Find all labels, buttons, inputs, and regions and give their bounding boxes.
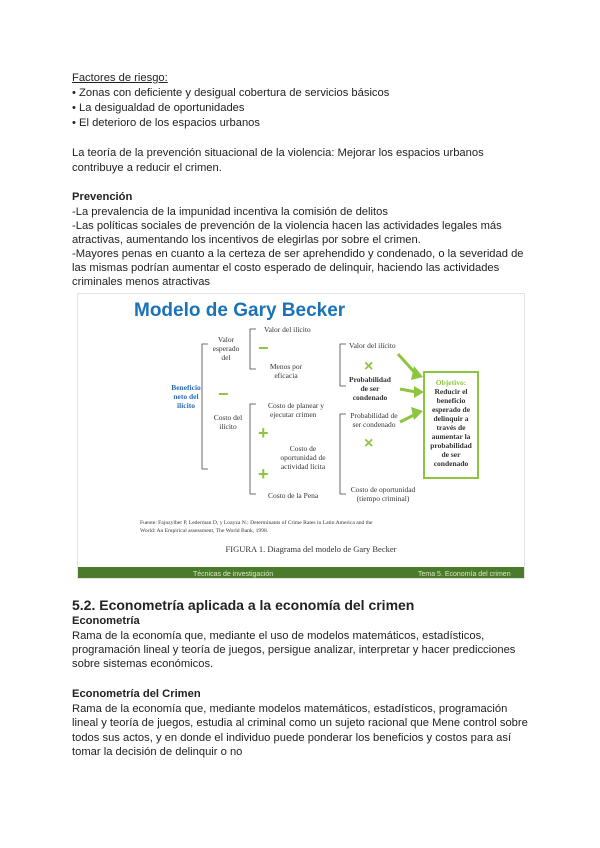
objective-line: beneficio: [436, 396, 466, 405]
prob-not-label: condenado: [352, 393, 388, 402]
crime-heading: Econometría del Crimen: [72, 688, 201, 700]
becker-figure: [77, 293, 525, 579]
times-sign: ×: [364, 358, 374, 375]
value-expected-label: esperado: [212, 344, 240, 353]
prevention-line: atractivas, aumentando los incentivos de elegirlas por sobre el crimen.: [72, 234, 421, 246]
benefit-label: ilícito: [177, 401, 195, 410]
econ-heading: Econometría: [72, 615, 140, 627]
arrow-head: [414, 386, 424, 398]
minus-eff-label: eficacia: [274, 371, 298, 380]
cost-opportunity-label: Costo de: [289, 444, 317, 453]
cost-plan-label: ejecutar crimen: [270, 410, 317, 419]
arrow-head: [411, 407, 423, 420]
prob-convicted-label: Probabilidad de: [350, 411, 398, 420]
bracket-line: [250, 329, 256, 369]
econ-line: sobre sistemas económicos.: [72, 658, 214, 670]
figure-footer-right: Tema 5. Economía del crimen: [418, 571, 511, 578]
objective-title: Objetivo:: [435, 378, 467, 387]
prevention-heading: Prevención: [72, 191, 133, 203]
value-expected-label: Valor: [217, 335, 235, 344]
plus-sign: +: [258, 464, 269, 484]
objective-line: aumentar la: [431, 432, 471, 441]
becker-diagram: [78, 294, 524, 578]
bracket-line: [340, 414, 346, 494]
minus-sign: −: [218, 384, 229, 404]
benefit-label: Beneficio: [171, 383, 201, 392]
bracket-line: [340, 344, 346, 386]
theory-line: contribuye a reducir el crimen.: [72, 162, 222, 174]
figure-caption: FIGURA 1. Diagrama del modelo de Gary Becker: [225, 544, 397, 554]
value-expected-label: del: [221, 353, 231, 362]
econ-line: Rama de la economía que, mediante el uso de modelos matemáticos, estadísticos,: [72, 630, 485, 642]
objective-line: condenado: [433, 459, 469, 468]
value-illicit-label: Valor del ilícito: [264, 325, 311, 334]
objective-line: esperado de: [431, 405, 471, 414]
benefit-label: neto del: [173, 392, 199, 401]
econ-line: programación lineal y teoría de juegos, persigue analizar, interpretar y hacer predicciones: [72, 644, 516, 656]
risk-item: • El deterioro de los espacios urbanos: [72, 117, 260, 129]
cost-illicit-label: ilícito: [219, 422, 237, 431]
cost-plan-label: Costo de planear y: [268, 401, 325, 410]
prevention-line: -La prevalencia de la impunidad incentiva la comisión de delitos: [72, 206, 388, 218]
risk-heading: Factores de riesgo:: [72, 72, 168, 84]
cost-time-label: Costo de oportunidad: [350, 485, 416, 494]
cost-opportunity-label: actividad lícita: [280, 462, 326, 471]
prob-not-label: Probabilidad: [349, 375, 391, 384]
risk-item: • Zonas con deficiente y desigual cobertura de servicios básicos: [72, 87, 390, 99]
objective-line: través de: [436, 423, 466, 432]
cost-opportunity-label: oportunidad de: [280, 453, 326, 462]
plus-sign: +: [258, 423, 269, 443]
arrow-head: [411, 366, 423, 380]
objective-line: delinquir a: [433, 414, 469, 423]
prevention-line: -Las políticas sociales de prevención de la violencia hacen las actividades legales más: [72, 220, 502, 232]
prevention-line: las mismas podrían aumentar el costo esperado de delinquir, haciendo las actividades: [72, 262, 500, 274]
cost-penalty-label: Costo de la Pena: [268, 491, 319, 500]
prob-not-label: de ser: [360, 384, 380, 393]
theory-line: La teoría de la prevención situacional de la violencia: Mejorar los espacios urbanos: [72, 147, 484, 159]
times-sign: ×: [364, 435, 374, 452]
crime-line: tomar la decisión de delinquir o no: [72, 746, 243, 758]
figure-source: World: An Empirical assessment, The World Bank, 1998.: [140, 528, 269, 534]
figure-source: Fuente: Fajnzylber P, Lederman D, y Loayza N.; Determinants of Crime Rates in Latin America and the: [140, 520, 373, 526]
prob-convicted-label: ser condenado: [352, 420, 396, 429]
objective-line: Reducir el: [434, 387, 468, 396]
crime-line: lineal y teoría de juegos, estudia al criminal como un sujeto racional que Mene control sobre: [72, 717, 528, 729]
figure-footer-left: Técnicas de investigación: [193, 571, 274, 578]
bracket-line: [202, 344, 208, 469]
cost-illicit-label: Costo del: [213, 413, 243, 422]
bracket-line: [250, 404, 256, 494]
risk-item: • La desigualdad de oportunidades: [72, 102, 245, 114]
section-heading: 5.2. Econometría aplicada a la economía del crimen: [72, 597, 415, 613]
objective-line: de ser: [441, 450, 461, 459]
value-illicit-right-label: Valor del ilícito: [349, 341, 396, 350]
prevention-line: -Mayores penas en cuanto a la certeza de ser aprehendido y condenado, o la severidad de: [72, 248, 524, 260]
prevention-line: criminales menos atractivas: [72, 276, 211, 288]
minus-sign: −: [258, 338, 269, 358]
minus-eff-label: Menos por: [269, 362, 303, 371]
crime-line: Rama de la economía que, mediante modelos matemáticos, estadísticos, programación: [72, 703, 508, 715]
crime-line: todos sus actos, y en donde el individuo puede ponderar los beneficios y costos para así: [72, 732, 512, 744]
objective-line: probabilidad: [430, 441, 472, 450]
arrow: [400, 389, 416, 392]
cost-time-label: (tiempo criminal): [356, 494, 410, 503]
figure-title: Modelo de Gary Becker: [134, 300, 346, 321]
